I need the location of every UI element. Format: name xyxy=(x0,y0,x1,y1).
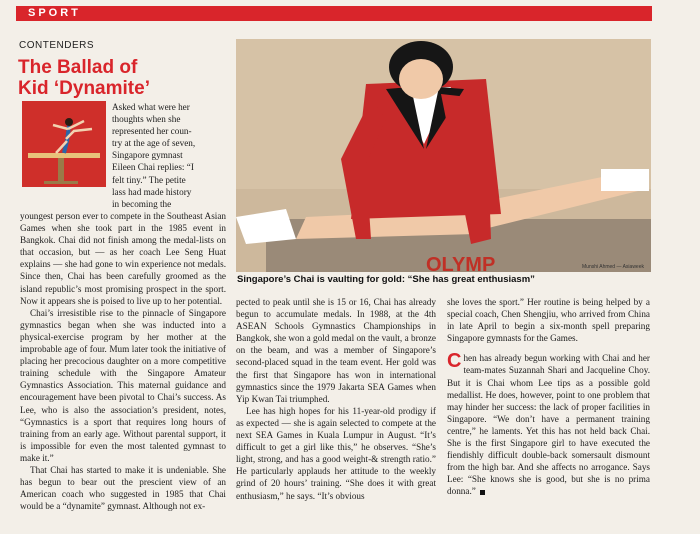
gymnast-photo xyxy=(236,39,651,272)
paragraph: pected to peak until she is 15 or 16, Chai has already begun to accumulate medals. In 1988, at the 4th ASEAN Schools Gymnastics Championships in Bangkok, she won a gold medal on the vault, a bronze on the beam, and was a member of Singapore’s second-placed squad in the team event. Her gold was the first that Singapore has won in international gymnastics since the 1979 Jakarta SEA Games when Yip Kwan Tai triumphed. xyxy=(236,297,436,404)
kicker: CONTENDERS xyxy=(19,40,95,51)
wrap-line: thoughts when she xyxy=(112,114,181,125)
end-mark-icon xyxy=(480,490,485,495)
gymnast-balance-beam-icon xyxy=(22,101,106,187)
paragraph: youngest person ever to compete in the Southeast Asian Games when she took part in the 1985 event in Bangkok. Chai did not finish among the medal-lists on that occasion, but — as her coach Lee Seng Huat explains — she had gone to win experience not medals. Since then, Chai has been carefully groomed as the island republic’s most promising prospect in the sport. Now it appears she is poised to live up to her potential. xyxy=(20,211,226,306)
wrap-line: Singapore gymnast xyxy=(112,150,183,161)
paragraph-text: hen has already begun working with Chai and her team-mates Suzannah Shari and Jacqueline Choy. But it is Chai whom Lee tips as a possible gold medallist. He does, however, point to one problem that may hinder her success: the lack of proper facilities in Singapore. “We don’t have a permanent training centre,” he laments. Yet this has not held back Chai. She is the first Singapore girl to have executed the fiendishly difficult double-back somersault dismount from the high bar. And she affects no arrogance. Says Lee: “She knows she is good, but she is no prima donna.” xyxy=(447,353,650,497)
photo-caption: Singapore’s Chai is vaulting for gold: “She has great enthusiasm” xyxy=(237,274,535,285)
wrap-line: Asked what were her xyxy=(112,102,190,112)
section-label: SPORT xyxy=(28,7,81,19)
section-header-bar xyxy=(16,6,652,21)
column-1-wrap-text xyxy=(112,101,226,210)
column-2-body xyxy=(236,296,436,502)
photo-sign-text: OLYMP xyxy=(426,254,496,272)
paragraph: Lee has high hopes for his 11-year-old prodigy if as expected — she is again selected to compete at the next SEA Games in Kuala Lumpur in August. “It’s difficult to get a girl like this,” he observes. “She’s light, strong, and has a good weight-& strength ratio.” He particularly applauds her attitude to the weekly grind of 20 hours’ training. “She does it with great enthusiasm,” he says. “It’s obvious xyxy=(236,405,436,501)
wrap-line: lass had made history xyxy=(112,186,192,197)
headline-line-1: The Ballad of xyxy=(18,57,138,78)
wrap-line: Eileen Chai replies: “I xyxy=(112,162,194,173)
wrap-line: in becoming the xyxy=(112,198,172,209)
wrap-line: felt tiny.” The petite xyxy=(112,174,186,185)
photo-credit: Munshi Ahmed — Asiaweek xyxy=(582,264,644,270)
wrap-line: represented her coun- xyxy=(112,126,192,137)
headline-line-2: Kid ‘Dynamite’ xyxy=(18,78,150,99)
paragraph-with-dropcap xyxy=(447,352,650,497)
paragraph: she loves the sport.” Her routine is being helped by a special coach, Chen Shengjiu, who arrived from China in late April to begin a six-month spell preparing Singapore gymnasts for the Games. xyxy=(447,297,650,344)
drop-cap: C xyxy=(447,350,462,373)
paragraph: That Chai has started to make it is undeniable. She has begun to bear out the prescient view of an American coach who suggested in 1985 that Chai would be a “dynamite” gymnast. Although not ex- xyxy=(20,464,226,512)
column-3-body xyxy=(447,296,650,498)
column-1-body xyxy=(20,210,226,512)
headline xyxy=(18,57,228,99)
paragraph: Chai’s irresistible rise to the pinnacle of Singapore gymnastics began when she was inducted into a physical-exercise program by her mother at the improbable age of four. Mum later took the initiative of placing her precocious daughter on a more competitive training schedule with the Singapore Amateur Gymnastics Association. This maternal guidance and encouragement have been pivotal to Chai’s success. As Lee, who is also the association’s president, notes, “Gymnastics is a sport that requires long hours of training from an early age. Without parental support, it is impossible for even the most talented gymnast to make it.” xyxy=(20,307,226,463)
wrap-line: try at the age of seven, xyxy=(112,138,196,149)
